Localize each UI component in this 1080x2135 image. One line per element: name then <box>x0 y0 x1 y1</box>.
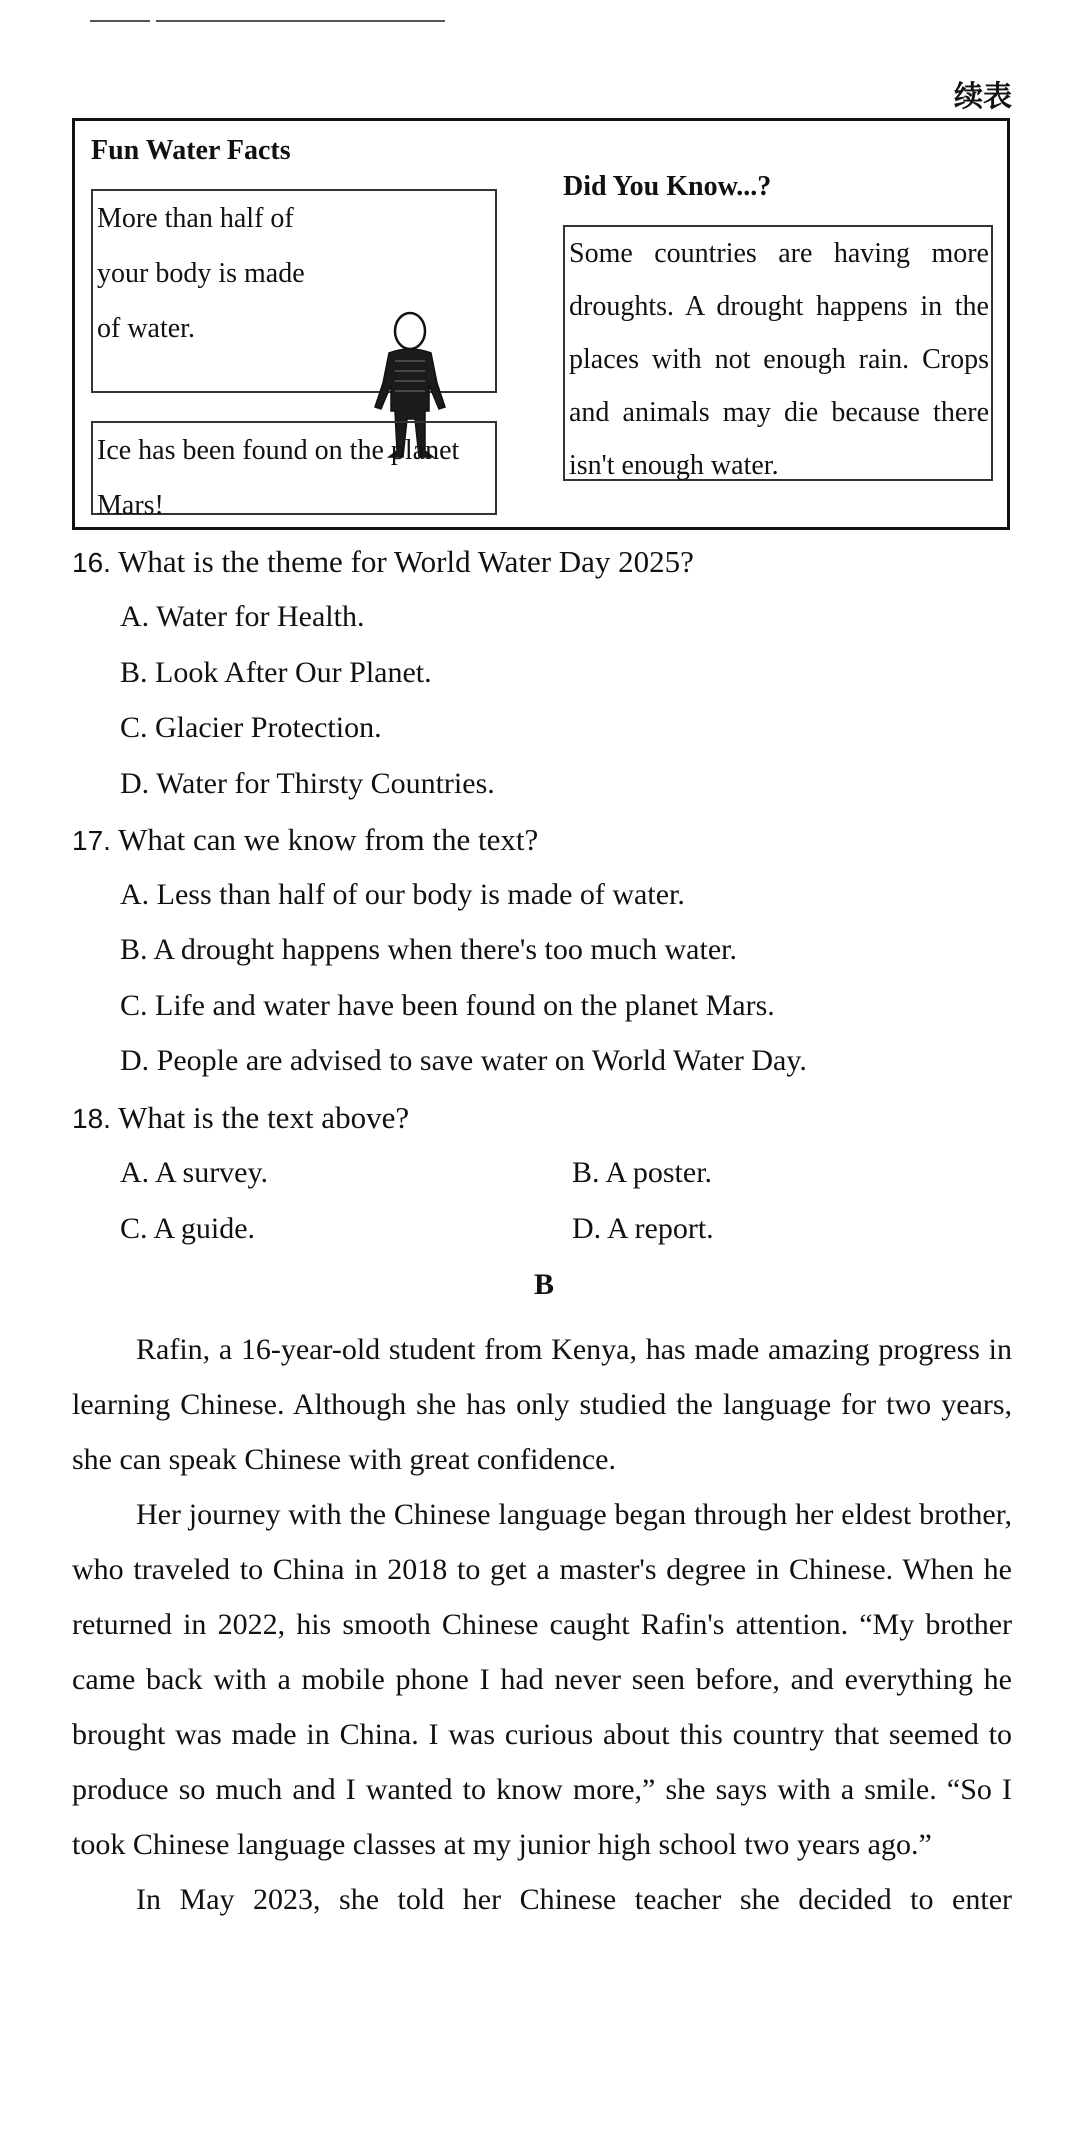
question-16 <box>72 544 694 580</box>
question-18-option-c: C. A guide. <box>120 1212 256 1245</box>
section-b-heading: B <box>534 1268 555 1301</box>
question-16-option-a: A. Water for Health. <box>120 600 365 633</box>
did-you-know-box <box>563 225 993 481</box>
fun-facts-poster <box>72 118 1010 530</box>
question-17-option-c: C. Life and water have been found on the planet Mars. <box>120 989 775 1022</box>
continued-label: 续表 <box>953 79 1012 113</box>
fun-facts-title: Fun Water Facts <box>91 135 291 166</box>
question-17 <box>72 822 538 858</box>
question-17-option-d: D. People are advised to save water on World Water Day. <box>120 1044 807 1077</box>
question-18-option-a: A. A survey. <box>120 1156 269 1189</box>
question-text: What is the text above? <box>118 1100 410 1135</box>
paragraph-1: Rafin, a 16-year-old student from Kenya, has made amazing progress in learning Chinese. Although she has only studied the language for two years, she can speak Chinese with great confidence. <box>72 1333 1012 1476</box>
question-number: 18. <box>72 1103 111 1134</box>
question-17-option-a: A. Less than half of our body is made of water. <box>120 878 685 911</box>
question-17-option-b: B. A drought happens when there's too much water. <box>120 933 737 966</box>
question-text: What can we know from the text? <box>118 822 539 857</box>
question-number: 17. <box>72 825 111 856</box>
question-text: What is the theme for World Water Day 2025? <box>118 544 694 579</box>
question-number: 16. <box>72 547 111 578</box>
did-you-know-text: Some countries are having more droughts. A drought happens in the places with not enough rain. Crops and animals may die because there isn't enough water. <box>569 238 989 481</box>
fact-body-water-text: More than half of your body is made of water. <box>97 203 305 344</box>
did-you-know-title: Did You Know...? <box>563 171 772 202</box>
question-16-option-d: D. Water for Thirsty Countries. <box>120 767 495 800</box>
header-rule-gap <box>150 19 156 23</box>
header-rule <box>90 20 445 22</box>
question-16-option-c: C. Glacier Protection. <box>120 711 382 744</box>
fact-mars-ice-box <box>91 421 497 521</box>
question-18-option-d: D. A report. <box>572 1212 714 1245</box>
fact-mars-ice-text: Ice has been found on the planet Mars! <box>97 435 460 521</box>
question-18-option-b: B. A poster. <box>572 1156 713 1189</box>
question-16-option-b: B. Look After Our Planet. <box>120 656 432 689</box>
paragraph-2: Her journey with the Chinese language began through her eldest brother, who traveled to China in 2018 to get a master's degree in Chinese. When he returned in 2022, his smooth Chinese caught Rafin's attention. “My brother came back with a mobile phone I had never seen before, and everything he brought was made in China. I was curious about this country that seemed to produce so much and I wanted to know more,” she says with a smile. “So I took Chinese language classes at my junior high school two years ago.” <box>72 1498 1012 1861</box>
question-18 <box>72 1100 409 1136</box>
paragraph-3: In May 2023, she told her Chinese teacher she decided to enter <box>136 1883 1012 1916</box>
reading-passage <box>72 1322 1012 1927</box>
